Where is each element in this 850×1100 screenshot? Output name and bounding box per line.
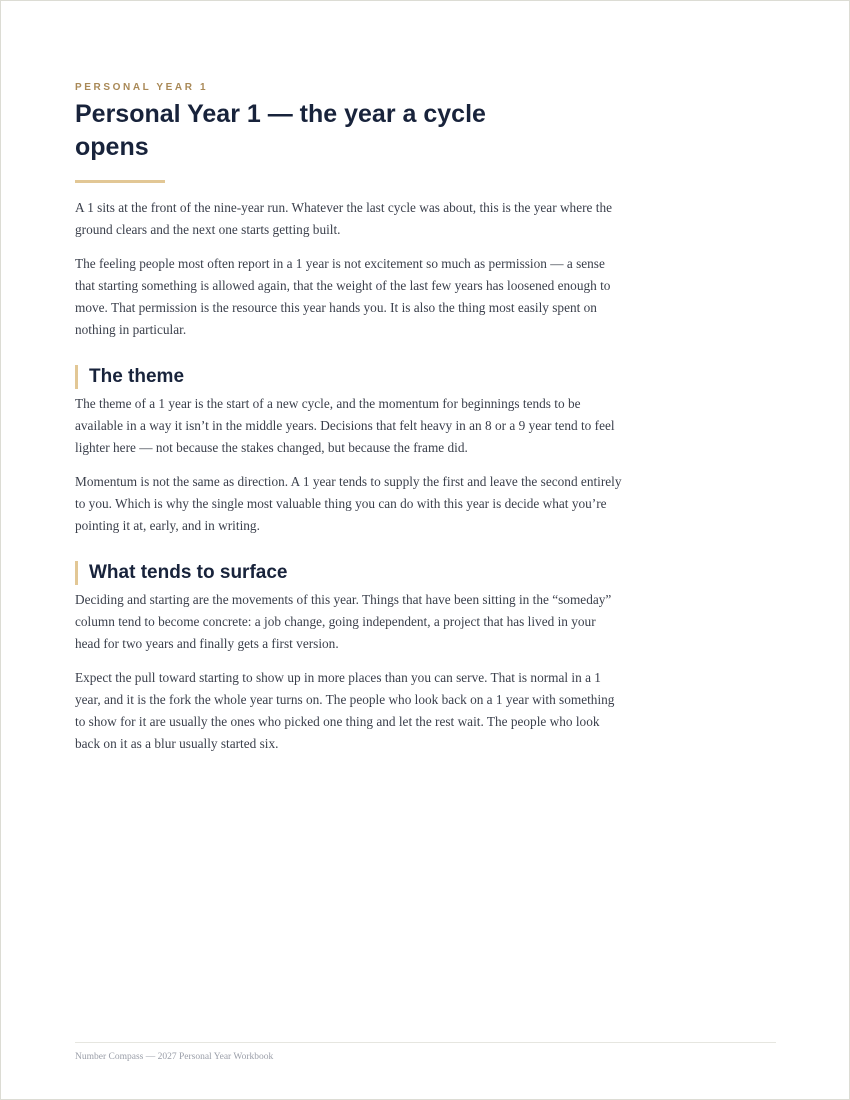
eyebrow-label: PERSONAL YEAR 1 (75, 82, 209, 93)
section-title: What tends to surface (89, 562, 288, 583)
section-heading (75, 561, 623, 585)
intro-paragraph: A 1 sits at the front of the nine-year run. Whatever the last cycle was about, this is the year where the ground clears and the next one starts getting built. (75, 200, 612, 237)
section-paragraph: Expect the pull toward starting to show up in more places than you can serve. That is normal in a 1 year, and it is the fork the whole year turns on. The people who look back on a 1 year with something to show for it are usually the ones who picked one thing and let the rest wait. The people who look back on it as a blur usually started six. (75, 670, 615, 751)
footer-divider (75, 1042, 776, 1043)
section-heading (75, 365, 623, 389)
section-accent-bar (75, 365, 78, 389)
section-paragraph: Momentum is not the same as direction. A 1 year tends to supply the first and leave the second entirely to you. Which is why the single most valuable thing you can do with this year is decide what you’re pointing it at, early, and in writing. (75, 474, 622, 533)
page-footer: Number Compass — 2027 Personal Year Workbook (75, 1052, 274, 1062)
title-underline (75, 180, 165, 183)
section-accent-bar (75, 561, 78, 585)
section-title: The theme (89, 366, 185, 387)
intro-paragraph: The feeling people most often report in a 1 year is not excitement so much as permission — a sense that starting something is allowed again, that the weight of the last few years has loosened enough to move. That permission is the resource this year hands you. It is also the thing most easily spent on nothing in particular. (75, 256, 611, 337)
section-paragraph: The theme of a 1 year is the start of a new cycle, and the momentum for beginnings tends to be available in a way it isn’t in the middle years. Decisions that felt heavy in an 8 or a 9 year tend to feel lighter here — not because the stakes changed, but because the frame did. (75, 396, 615, 455)
page-title: Personal Year 1 — the year a cycle opens (75, 100, 486, 161)
page-content (75, 81, 623, 767)
section-paragraph: Deciding and starting are the movements of this year. Things that have been sitting in the “someday” column tend to become concrete: a job change, going independent, a project that has lived in your head for two years and finally gets a first version. (75, 592, 612, 651)
